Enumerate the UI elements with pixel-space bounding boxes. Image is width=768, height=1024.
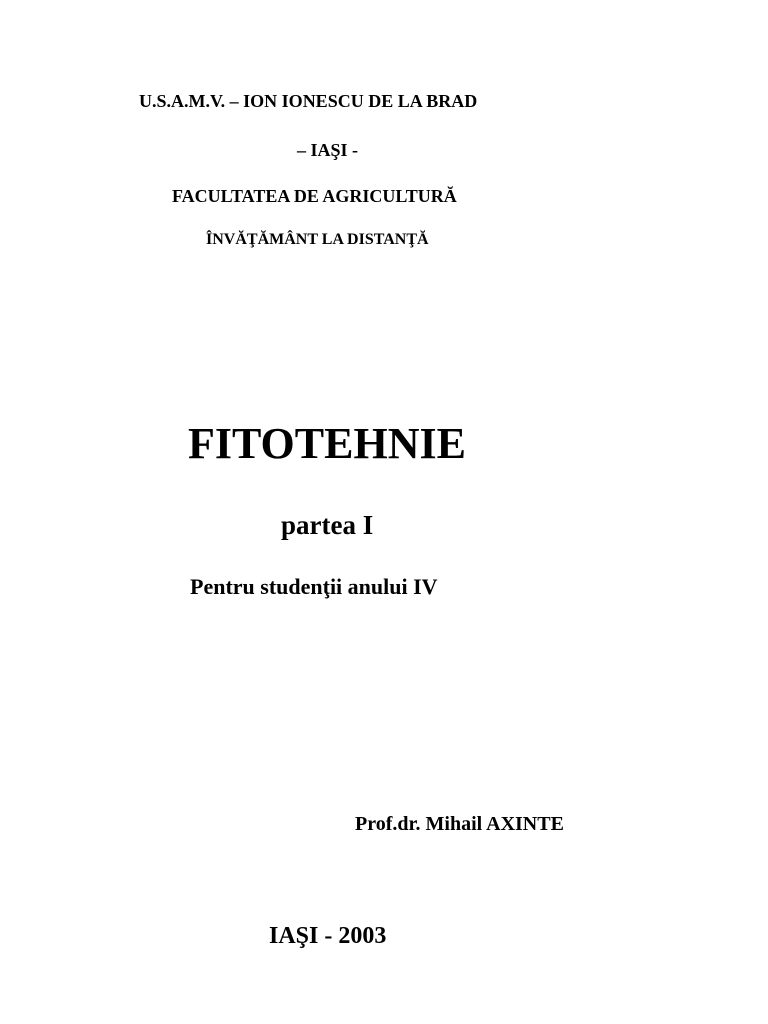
- institution-name: U.S.A.M.V. – ION IONESCU DE LA BRAD: [139, 91, 478, 111]
- document-part: partea I: [281, 510, 374, 540]
- author-name: Prof.dr. Mihail AXINTE: [355, 813, 564, 835]
- institution-city: – IAŞI -: [297, 140, 359, 160]
- document-title: FITOTEHNIE: [188, 419, 466, 468]
- place-and-year: IAŞI - 2003: [269, 923, 387, 949]
- document-audience: Pentru studenţii anului IV: [190, 574, 438, 599]
- faculty-name: FACULTATEA DE AGRICULTURĂ: [172, 186, 457, 206]
- program-name: ÎNVĂŢĂMÂNT LA DISTANŢĂ: [206, 231, 429, 248]
